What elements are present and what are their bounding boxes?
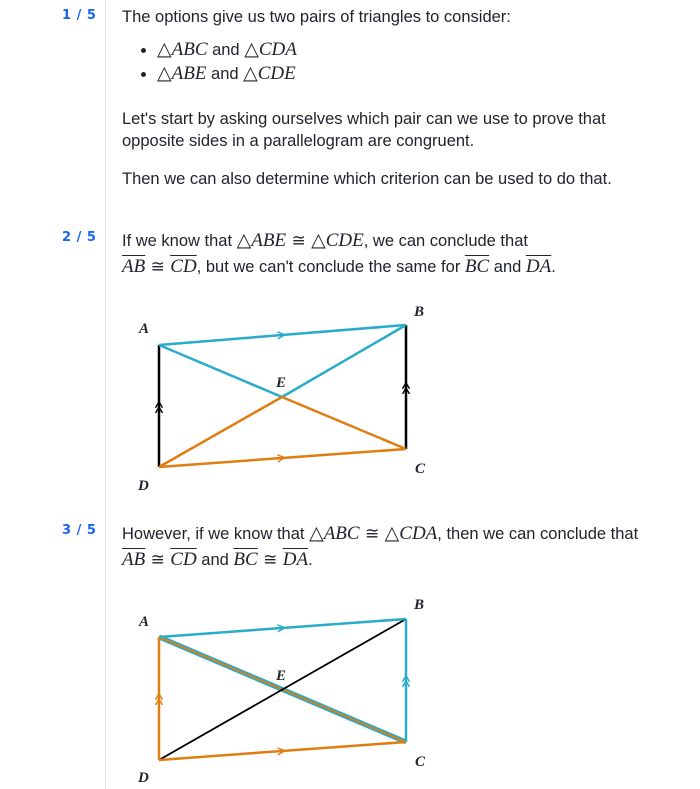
segment-DE: [159, 397, 282, 467]
step-2-text: If we know that △ABE ≅ △CDE, we can conclude that $\overline{AB}$ ≅ $\overline{CD}$, but we can't conclude the same for $\overline{BC}$ and $\overline{DA}$.: [122, 230, 556, 277]
segment-AE: [159, 345, 282, 397]
label-B: B: [414, 304, 425, 320]
segment-DC: [159, 449, 406, 467]
segment-AB: [159, 325, 406, 345]
segment-DC-2: [159, 742, 406, 760]
label-A: A: [139, 321, 150, 337]
triangle-pair-2: • △ABE and △CDE: [157, 62, 297, 86]
label-C: C: [415, 461, 426, 477]
step-1-paragraph-1: Let's start by asking ourselves which pair can we use to prove that opposite sides in a parallelogram are congruent.: [122, 110, 606, 150]
step-3-text: However, if we know that △ABC ≅ △CDA, then we can conclude that $\overline{AB}$ ≅ $\overline{CD}$ and $\overline{BC}$ ≅ $\overline{DA}$.: [122, 523, 639, 570]
step-2-number: 2 / 5: [62, 230, 97, 245]
label-A-2: A: [139, 614, 150, 630]
segment-AB-2: [159, 619, 406, 637]
label-C-2: C: [415, 754, 426, 770]
label-D: D: [138, 478, 149, 494]
step-1-paragraph-2: Then we can also determine which criterion can be used to do that.: [122, 170, 612, 188]
segment-EB: [282, 325, 406, 397]
label-D-2: D: [138, 770, 149, 786]
step-1-intro: The options give us two pairs of triangles to consider:: [122, 8, 511, 26]
label-B-2: B: [414, 597, 425, 613]
step-3-number: 3 / 5: [62, 523, 97, 538]
step-1-number: 1 / 5: [62, 8, 97, 23]
triangle-pair-1: • △ABC and △CDA: [157, 38, 297, 62]
segment-DB-diagonal: [159, 619, 406, 760]
label-E: E: [276, 375, 287, 391]
label-E-2: E: [276, 668, 287, 684]
segment-EC: [282, 397, 406, 449]
